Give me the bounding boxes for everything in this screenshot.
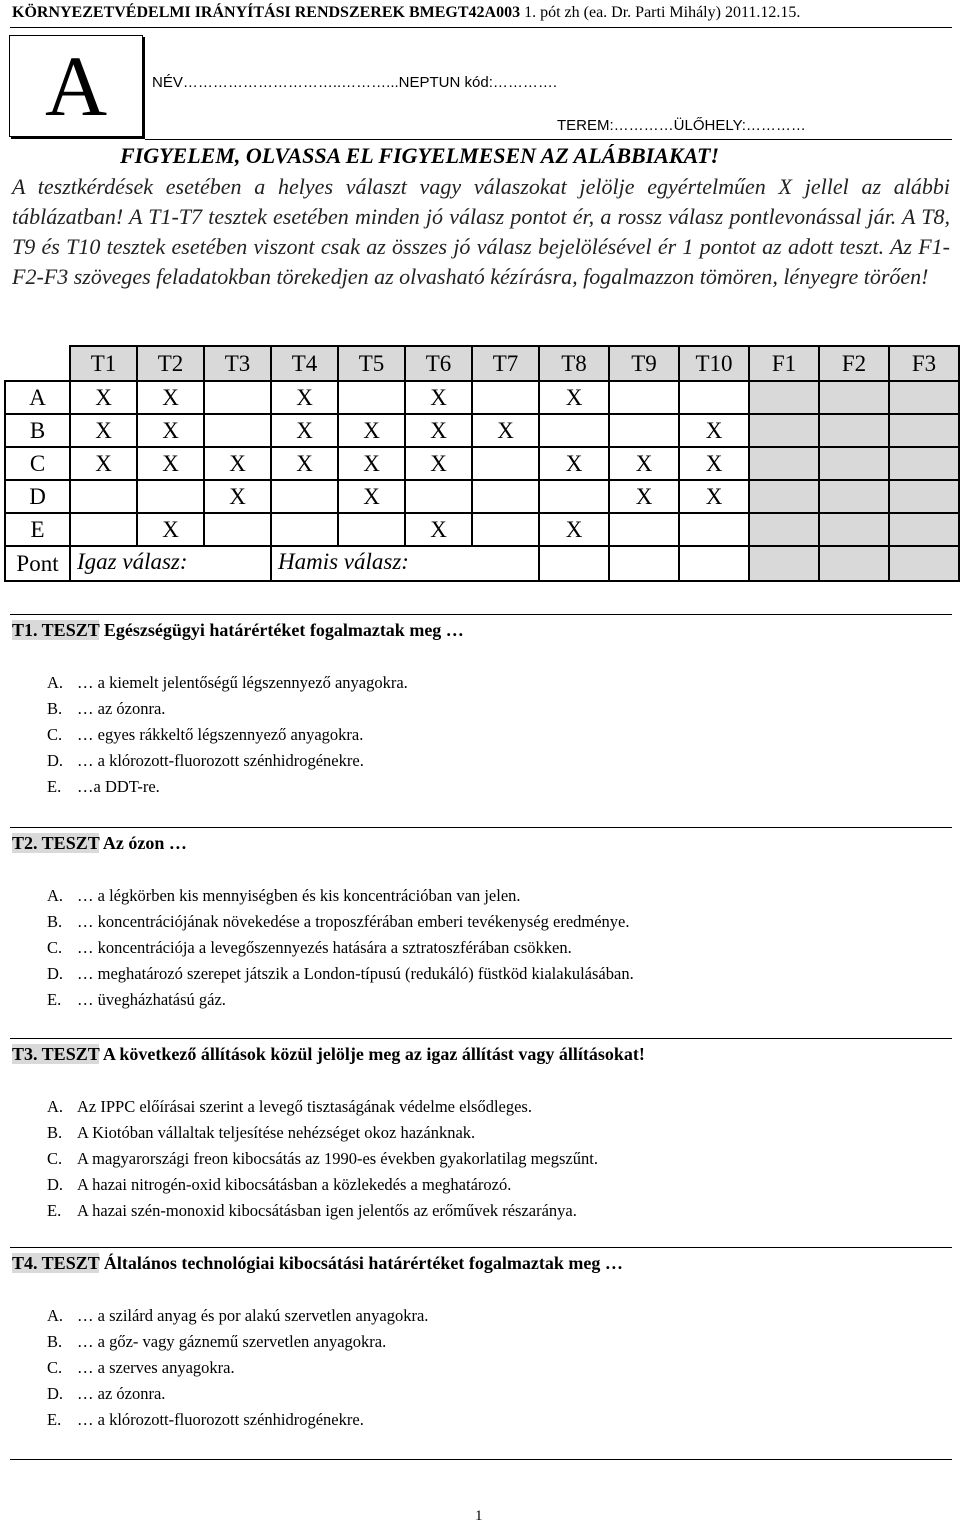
table-row xyxy=(5,414,959,447)
points-cell[interactable] xyxy=(749,546,819,581)
option-text: … üvegházhatású gáz. xyxy=(77,990,226,1009)
answer-cell[interactable]: X xyxy=(137,447,204,480)
answer-cell[interactable]: X xyxy=(137,381,204,414)
section-title xyxy=(12,1253,623,1274)
answer-option xyxy=(47,777,160,797)
answer-option xyxy=(47,699,165,719)
points-cell[interactable] xyxy=(819,546,889,581)
false-answer-field[interactable]: Hamis válasz: xyxy=(271,546,539,581)
option-text: … a szilárd anyag és por alakú szervetlen anyagokra. xyxy=(77,1306,429,1325)
column-header: F3 xyxy=(889,346,959,381)
answer-cell[interactable] xyxy=(609,381,679,414)
option-letter: D. xyxy=(47,1384,64,1403)
section-rule xyxy=(10,1459,952,1460)
answer-option xyxy=(47,673,408,693)
answer-cell[interactable] xyxy=(819,414,889,447)
option-text: A magyarországi freon kibocsátás az 1990-es években gyakorlatilag megszűnt. xyxy=(77,1149,598,1168)
answer-cell[interactable] xyxy=(338,381,405,414)
answer-option xyxy=(47,1332,386,1352)
answer-cell[interactable]: X xyxy=(679,414,749,447)
answer-cell[interactable] xyxy=(819,381,889,414)
column-header: T8 xyxy=(539,346,609,381)
option-text: … egyes rákkeltő légszennyező anyagokra. xyxy=(77,725,364,744)
room-seat-field[interactable]: TEREM:…………ÜLŐHELY:………… xyxy=(557,117,806,134)
course-title: KÖRNYEZETVÉDELMI IRÁNYÍTÁSI RENDSZEREK BMEGT42A003 xyxy=(12,4,521,21)
section-question: Általános technológiai kibocsátási határértéket fogalmaztak meg … xyxy=(103,1253,623,1273)
answer-cell[interactable] xyxy=(539,414,609,447)
answer-option xyxy=(47,1149,598,1169)
section-question: A következő állítások közül jelölje meg az igaz állítást vagy állításokat! xyxy=(102,1044,645,1064)
section-tag: T3. TESZT xyxy=(12,1044,100,1064)
row-label: D xyxy=(5,480,70,513)
option-text: … a gőz- vagy gáznemű szervetlen anyagokra. xyxy=(77,1332,387,1351)
group-letter-box xyxy=(9,35,143,137)
answer-cell[interactable]: X xyxy=(137,414,204,447)
answer-option xyxy=(47,751,364,771)
column-header: T9 xyxy=(609,346,679,381)
section-question: Az ózon … xyxy=(102,833,187,853)
option-text: … a kiemelt jelentőségű légszennyező anyagokra. xyxy=(77,673,408,692)
answer-option xyxy=(47,1384,165,1404)
answer-cell[interactable]: X xyxy=(405,447,472,480)
row-label: A xyxy=(5,381,70,414)
answer-cell[interactable] xyxy=(819,513,889,546)
answer-cell[interactable]: X xyxy=(70,447,137,480)
answer-cell[interactable] xyxy=(472,513,539,546)
column-header: T2 xyxy=(137,346,204,381)
column-header: T6 xyxy=(405,346,472,381)
row-label: B xyxy=(5,414,70,447)
option-letter: B. xyxy=(47,1332,63,1351)
option-letter: A. xyxy=(47,886,64,905)
points-row xyxy=(5,546,959,581)
option-text: …a DDT-re. xyxy=(77,777,160,796)
answer-cell[interactable] xyxy=(609,513,679,546)
answer-cell[interactable] xyxy=(749,513,819,546)
option-text: … koncentrációja a levegőszennyezés hatására a sztratoszférában csökken. xyxy=(77,938,572,957)
option-letter: B. xyxy=(47,912,63,931)
answer-option xyxy=(47,964,634,984)
answer-cell[interactable]: X xyxy=(70,381,137,414)
option-text: … az ózonra. xyxy=(77,1384,166,1403)
answer-cell[interactable] xyxy=(819,480,889,513)
option-letter: D. xyxy=(47,751,64,770)
name-neptun-field[interactable]: NÉV…………………………..………...NEPTUN kód:…………. xyxy=(152,74,558,91)
column-header: F2 xyxy=(819,346,889,381)
option-letter: E. xyxy=(47,1410,62,1429)
answer-cell[interactable] xyxy=(472,447,539,480)
option-letter: B. xyxy=(47,1123,63,1142)
answer-cell[interactable] xyxy=(749,381,819,414)
answer-cell[interactable]: X xyxy=(271,447,338,480)
option-text: … koncentrációjának növekedése a troposzférában emberi tevékenység eredménye. xyxy=(77,912,630,931)
column-header: T5 xyxy=(338,346,405,381)
table-row xyxy=(5,513,959,546)
section-tag: T2. TESZT xyxy=(12,833,100,853)
answer-cell[interactable]: X xyxy=(679,480,749,513)
answer-cell[interactable]: X xyxy=(338,447,405,480)
answer-option xyxy=(47,912,630,932)
column-header: T10 xyxy=(679,346,749,381)
option-letter: E. xyxy=(47,1201,62,1220)
answer-cell[interactable] xyxy=(338,513,405,546)
answer-option xyxy=(47,1097,532,1117)
answer-cell[interactable] xyxy=(889,513,959,546)
answer-cell[interactable]: X xyxy=(679,447,749,480)
answer-cell[interactable]: X xyxy=(609,480,679,513)
exam-info: 1. pót zh (ea. Dr. Parti Mihály) 2011.12.15. xyxy=(524,4,801,21)
section-rule xyxy=(10,1038,952,1039)
answer-cell[interactable]: X xyxy=(338,414,405,447)
answer-cell[interactable] xyxy=(271,480,338,513)
answer-cell[interactable]: X xyxy=(271,414,338,447)
table-corner xyxy=(5,346,70,381)
answer-cell[interactable]: X xyxy=(609,447,679,480)
answer-cell[interactable] xyxy=(405,480,472,513)
option-letter: D. xyxy=(47,964,64,983)
answer-cell[interactable] xyxy=(137,480,204,513)
answer-table xyxy=(4,345,960,582)
points-cell[interactable] xyxy=(539,546,609,581)
field-rule xyxy=(145,139,952,140)
answer-cell[interactable] xyxy=(609,414,679,447)
page-number: 1 xyxy=(475,1508,483,1524)
table-row xyxy=(5,480,959,513)
column-header: T4 xyxy=(271,346,338,381)
header-rule xyxy=(10,27,952,28)
section-title xyxy=(12,1044,645,1065)
answer-cell[interactable]: X xyxy=(70,414,137,447)
option-text: … a légkörben kis mennyiségben és kis koncentrációban van jelen. xyxy=(77,886,521,905)
option-text: … a klórozott-fluorozott szénhidrogénekre. xyxy=(77,751,364,770)
option-text: … meghatározó szerepet játszik a London-típusú (redukáló) füstköd kialakulásában. xyxy=(77,964,634,983)
answer-option xyxy=(47,886,521,906)
option-letter: A. xyxy=(47,673,64,692)
page-header xyxy=(12,4,952,22)
section-rule xyxy=(10,827,952,828)
option-letter: A. xyxy=(47,1097,64,1116)
section-tag: T4. TESZT xyxy=(12,1253,100,1273)
answer-cell[interactable] xyxy=(271,513,338,546)
section-rule xyxy=(10,614,952,615)
points-cell[interactable] xyxy=(889,546,959,581)
answer-cell[interactable]: X xyxy=(539,381,609,414)
answer-cell[interactable] xyxy=(889,480,959,513)
option-text: … a szerves anyagokra. xyxy=(77,1358,235,1377)
section-tag: T1. TESZT xyxy=(12,620,100,640)
section-title xyxy=(12,620,464,641)
option-letter: C. xyxy=(47,938,63,957)
answer-option xyxy=(47,725,363,745)
answer-cell[interactable]: X xyxy=(405,414,472,447)
option-text: … a klórozott-fluorozott szénhidrogénekre. xyxy=(77,1410,364,1429)
answer-cell[interactable]: X xyxy=(204,480,271,513)
answer-cell[interactable] xyxy=(70,513,137,546)
answer-cell[interactable] xyxy=(889,381,959,414)
answer-cell[interactable] xyxy=(204,381,271,414)
answer-option xyxy=(47,1201,577,1221)
option-letter: E. xyxy=(47,777,62,796)
option-text: Az IPPC előírásai szerint a levegő tisztaságának védelme elsődleges. xyxy=(77,1097,532,1116)
answer-cell[interactable]: X xyxy=(137,513,204,546)
answer-cell[interactable]: X xyxy=(338,480,405,513)
option-text: A hazai szén-monoxid kibocsátásban igen jelentős az erőművek részaránya. xyxy=(77,1201,577,1220)
table-row xyxy=(5,381,959,414)
answer-cell[interactable] xyxy=(749,447,819,480)
answer-cell[interactable]: X xyxy=(405,381,472,414)
answer-cell[interactable] xyxy=(889,447,959,480)
column-header: T1 xyxy=(70,346,137,381)
answer-cell[interactable]: X xyxy=(271,381,338,414)
attention-heading: FIGYELEM, OLVASSA EL FIGYELMESEN AZ ALÁBBIAKAT! xyxy=(120,143,720,168)
row-label: E xyxy=(5,513,70,546)
true-answer-field[interactable]: Igaz válasz: xyxy=(70,546,271,581)
group-letter: A xyxy=(44,38,108,134)
answer-option xyxy=(47,990,226,1010)
answer-cell[interactable]: X xyxy=(472,414,539,447)
answer-cell[interactable] xyxy=(679,513,749,546)
answer-cell[interactable] xyxy=(679,381,749,414)
answer-cell[interactable] xyxy=(472,480,539,513)
column-header: T7 xyxy=(472,346,539,381)
points-label: Pont xyxy=(5,546,70,581)
option-letter: C. xyxy=(47,1358,63,1377)
answer-cell[interactable]: X xyxy=(405,513,472,546)
option-letter: C. xyxy=(47,1149,63,1168)
answer-option xyxy=(47,1123,475,1143)
answer-cell[interactable]: X xyxy=(539,513,609,546)
answer-option xyxy=(47,1358,235,1378)
option-letter: D. xyxy=(47,1175,64,1194)
section-rule xyxy=(10,1247,952,1248)
option-text: A hazai nitrogén-oxid kibocsátásban a közlekedés a meghatározó. xyxy=(77,1175,512,1194)
answer-cell[interactable] xyxy=(204,513,271,546)
answer-option xyxy=(47,1175,511,1195)
answer-cell[interactable] xyxy=(819,447,889,480)
answer-option xyxy=(47,1410,364,1430)
answer-cell[interactable] xyxy=(749,414,819,447)
option-letter: E. xyxy=(47,990,62,1009)
answer-cell[interactable] xyxy=(539,480,609,513)
answer-cell[interactable] xyxy=(70,480,137,513)
points-cell[interactable] xyxy=(609,546,679,581)
answer-cell[interactable] xyxy=(204,414,271,447)
answer-cell[interactable]: X xyxy=(539,447,609,480)
column-header: T3 xyxy=(204,346,271,381)
section-question: Egészségügyi határértéket fogalmaztak meg … xyxy=(103,620,464,640)
row-label: C xyxy=(5,447,70,480)
section-title xyxy=(12,833,187,854)
column-header: F1 xyxy=(749,346,819,381)
answer-option xyxy=(47,938,572,958)
answer-cell[interactable] xyxy=(472,381,539,414)
points-cell[interactable] xyxy=(679,546,749,581)
option-letter: B. xyxy=(47,699,63,718)
option-letter: C. xyxy=(47,725,63,744)
option-letter: A. xyxy=(47,1306,64,1325)
answer-cell[interactable] xyxy=(749,480,819,513)
option-text: A Kiotóban vállaltak teljesítése nehézséget okoz hazánknak. xyxy=(77,1123,476,1142)
answer-cell[interactable]: X xyxy=(204,447,271,480)
instructions-text: A tesztkérdések esetében a helyes választ vagy válaszokat jelölje egyértelműen X jellel az alábbi táblázatban! A T1-T7 tesztek esetében minden jó válasz pontot ér, a rossz válasz pontlevonással jár. A T8, T9 és T10 tesztek esetében viszont csak az összes jó válasz bejelölésével ér 1 pontot az adott teszt. Az F1-F2-F3 szöveges feladatokban törekedjen az olvasható kézírásra, fogalmazzon tömören, lényegre törően! xyxy=(12,174,950,289)
answer-option xyxy=(47,1306,428,1326)
option-text: … az ózonra. xyxy=(77,699,166,718)
answer-cell[interactable] xyxy=(889,414,959,447)
table-row xyxy=(5,447,959,480)
